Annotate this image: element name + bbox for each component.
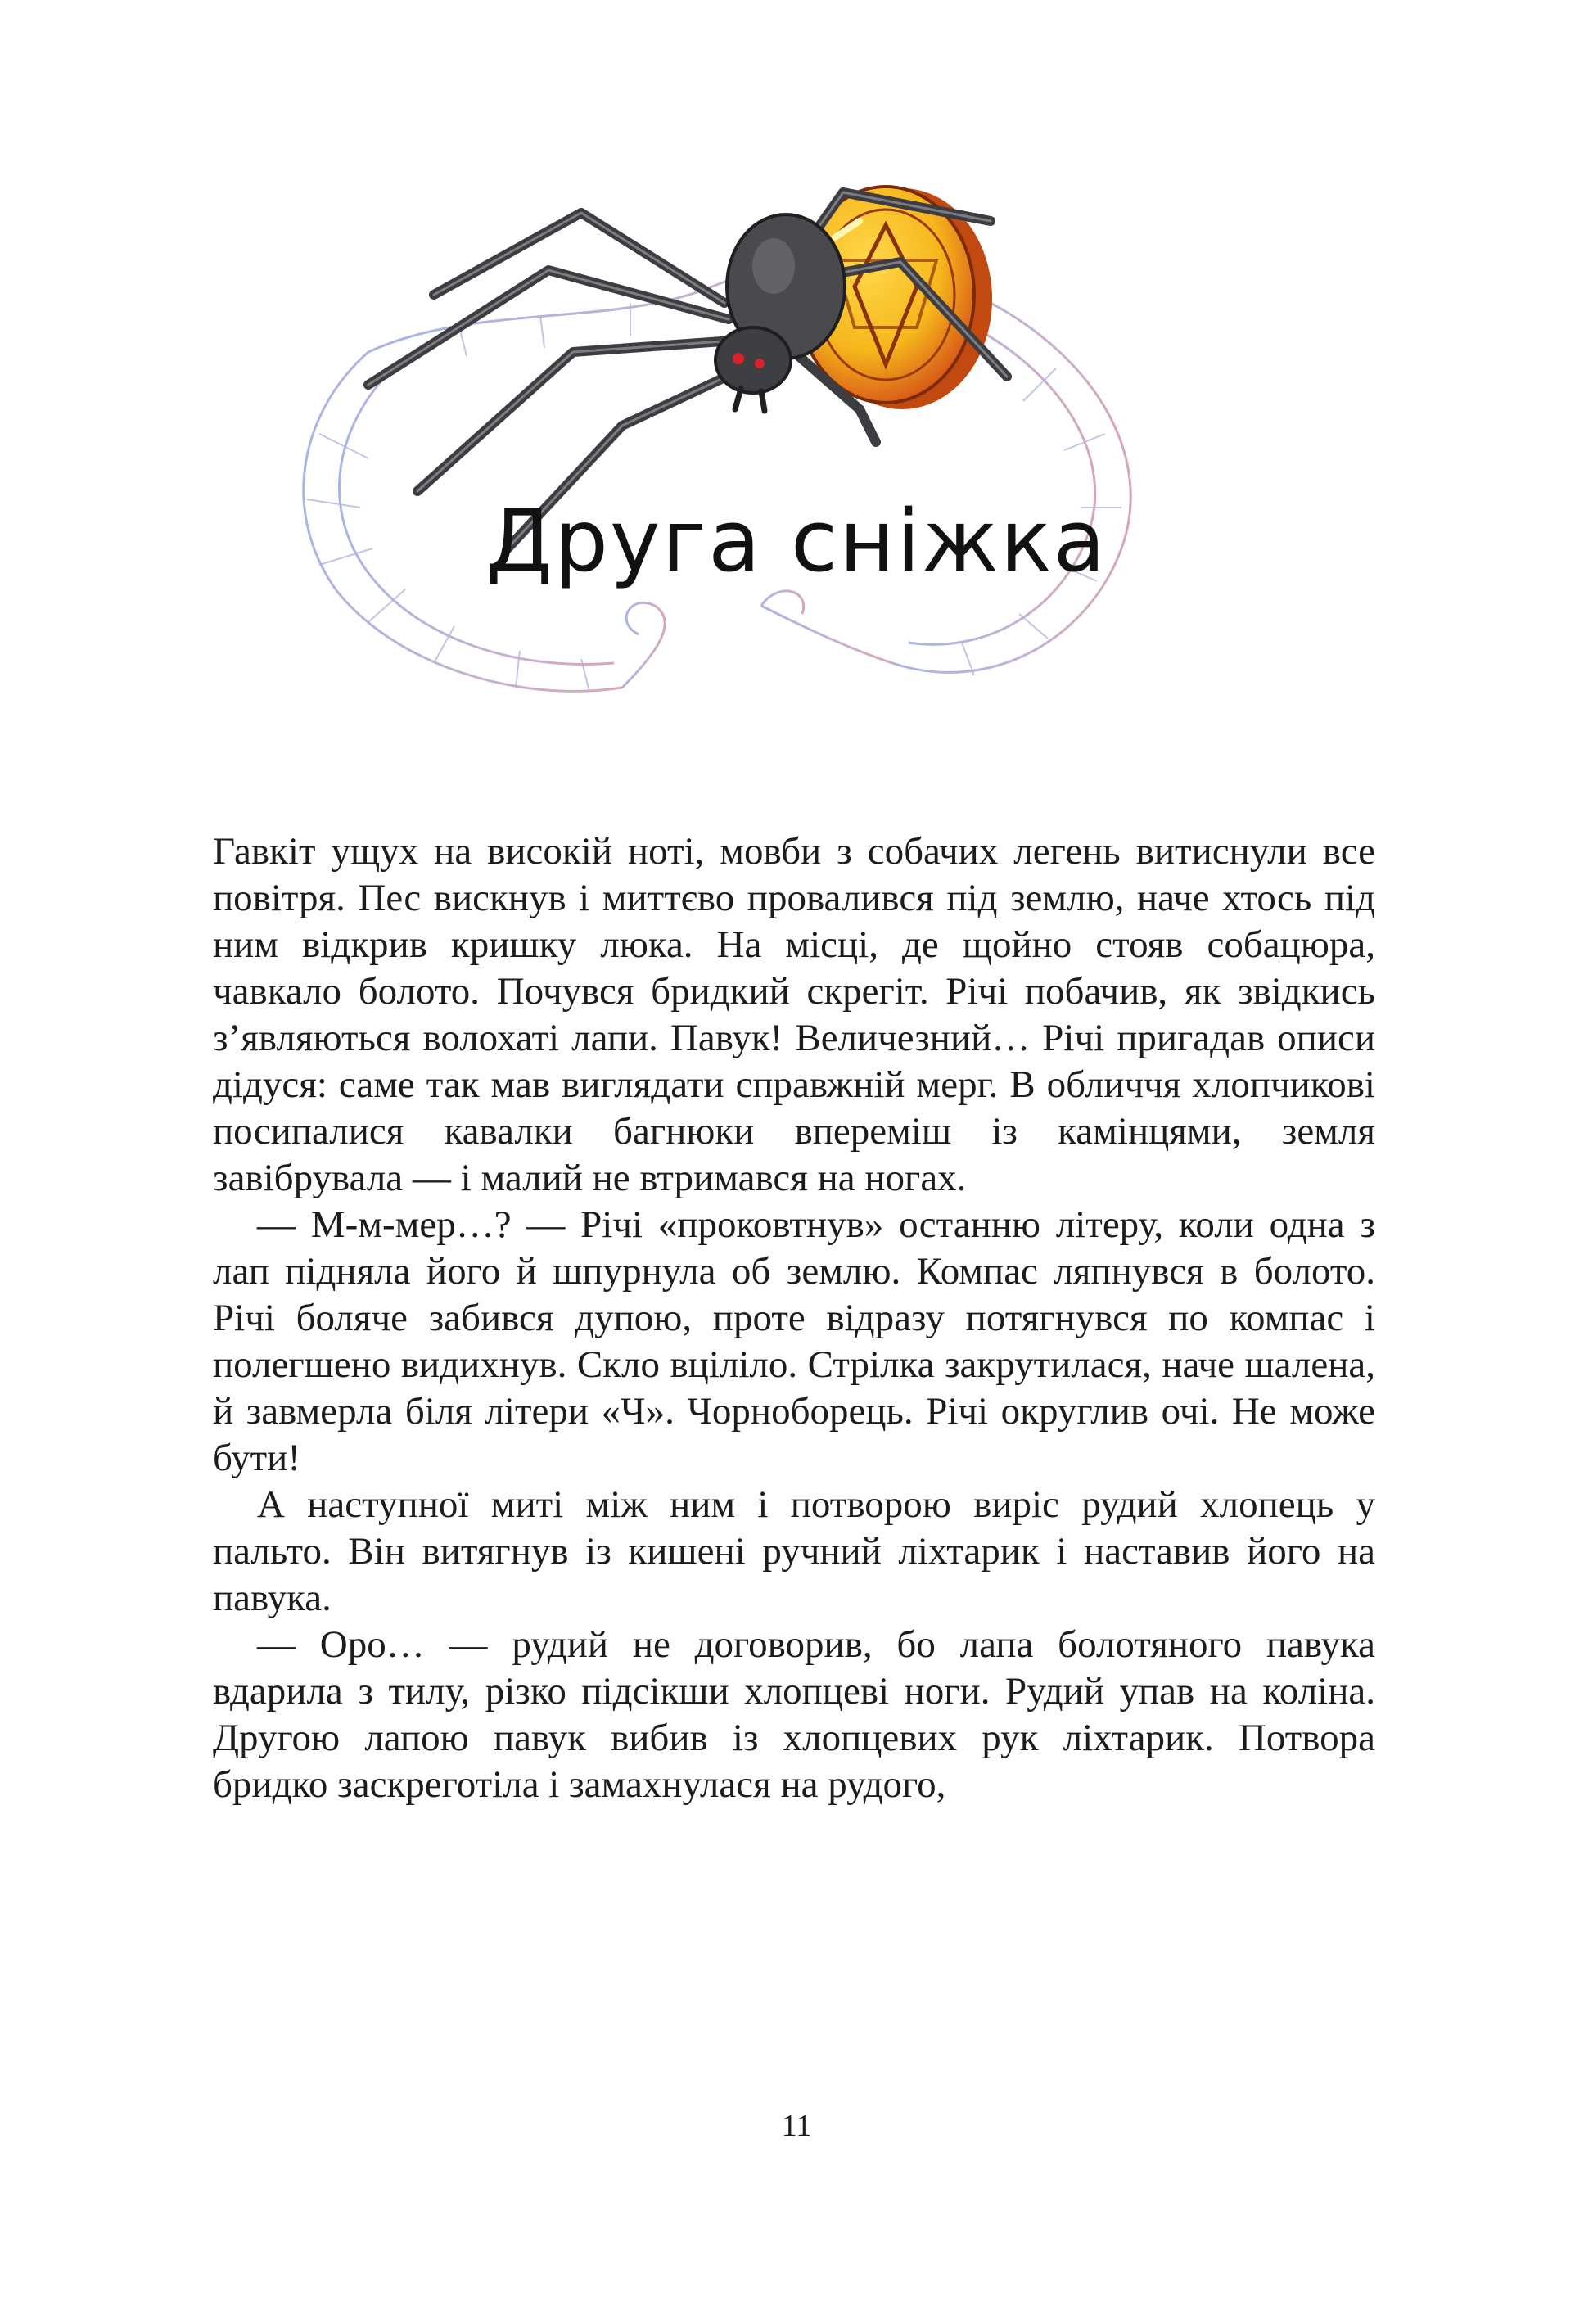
page-number: 11	[781, 2109, 812, 2143]
chapter-title: Друга сніжка	[485, 491, 1108, 591]
paragraph: А наступної миті між ним і потворою виріс рудий хлопець у пальто. Він витягнув із кишені ручний ліхтарик і наставив його на павука.	[213, 1483, 1375, 1619]
paragraph: Гавкіт ущух на високій ноті, мовби з собачих легень витиснули все повітря. Пес вискнув і миттєво провалився під землю, наче хтось під ним відкрив кришку люка. На місці, де щойно стояв собацюра, чавкало болото. Почувся бридкий скрегіт. Річі побачив, як звідкись з’являються волохаті лапи. Павук! Величезний… Річі пригадав описи дідуся: саме так мав виглядати справжній мерг. В обличчя хлопчикові посипалися кавалки багнюки впереміш із камінцями, земля завібрувала — і малий не втримався на ногах.	[213, 830, 1375, 1199]
paragraph: — Оро… — рудий не договорив, бо лапа болотяного павука вдарила з тилу, різко підсікши хлопцеві ноги. Рудий упав на коліна. Другою лапою павук вибив із хлопцевих рук ліхтарик. Потвора бридко заскреготіла і замахнулася на рудого,	[213, 1623, 1375, 1806]
chapter-header-illustration	[270, 164, 1187, 753]
chapter-body-text	[213, 828, 1375, 1808]
paragraph: — М-м-мер…? — Річі «проковтнув» останню літеру, коли одна з лап підняла його й шпурнула об землю. Компас ляпнувся в болото. Річі боляче забився дупою, проте відразу потягнувся по компас і полегшено видихнув. Скло вціліло. Стрілка закрутилася, наче шалена, й завмерла біля літери «Ч». Чорноборець. Річі округлив очі. Не може бути!	[213, 1203, 1375, 1479]
